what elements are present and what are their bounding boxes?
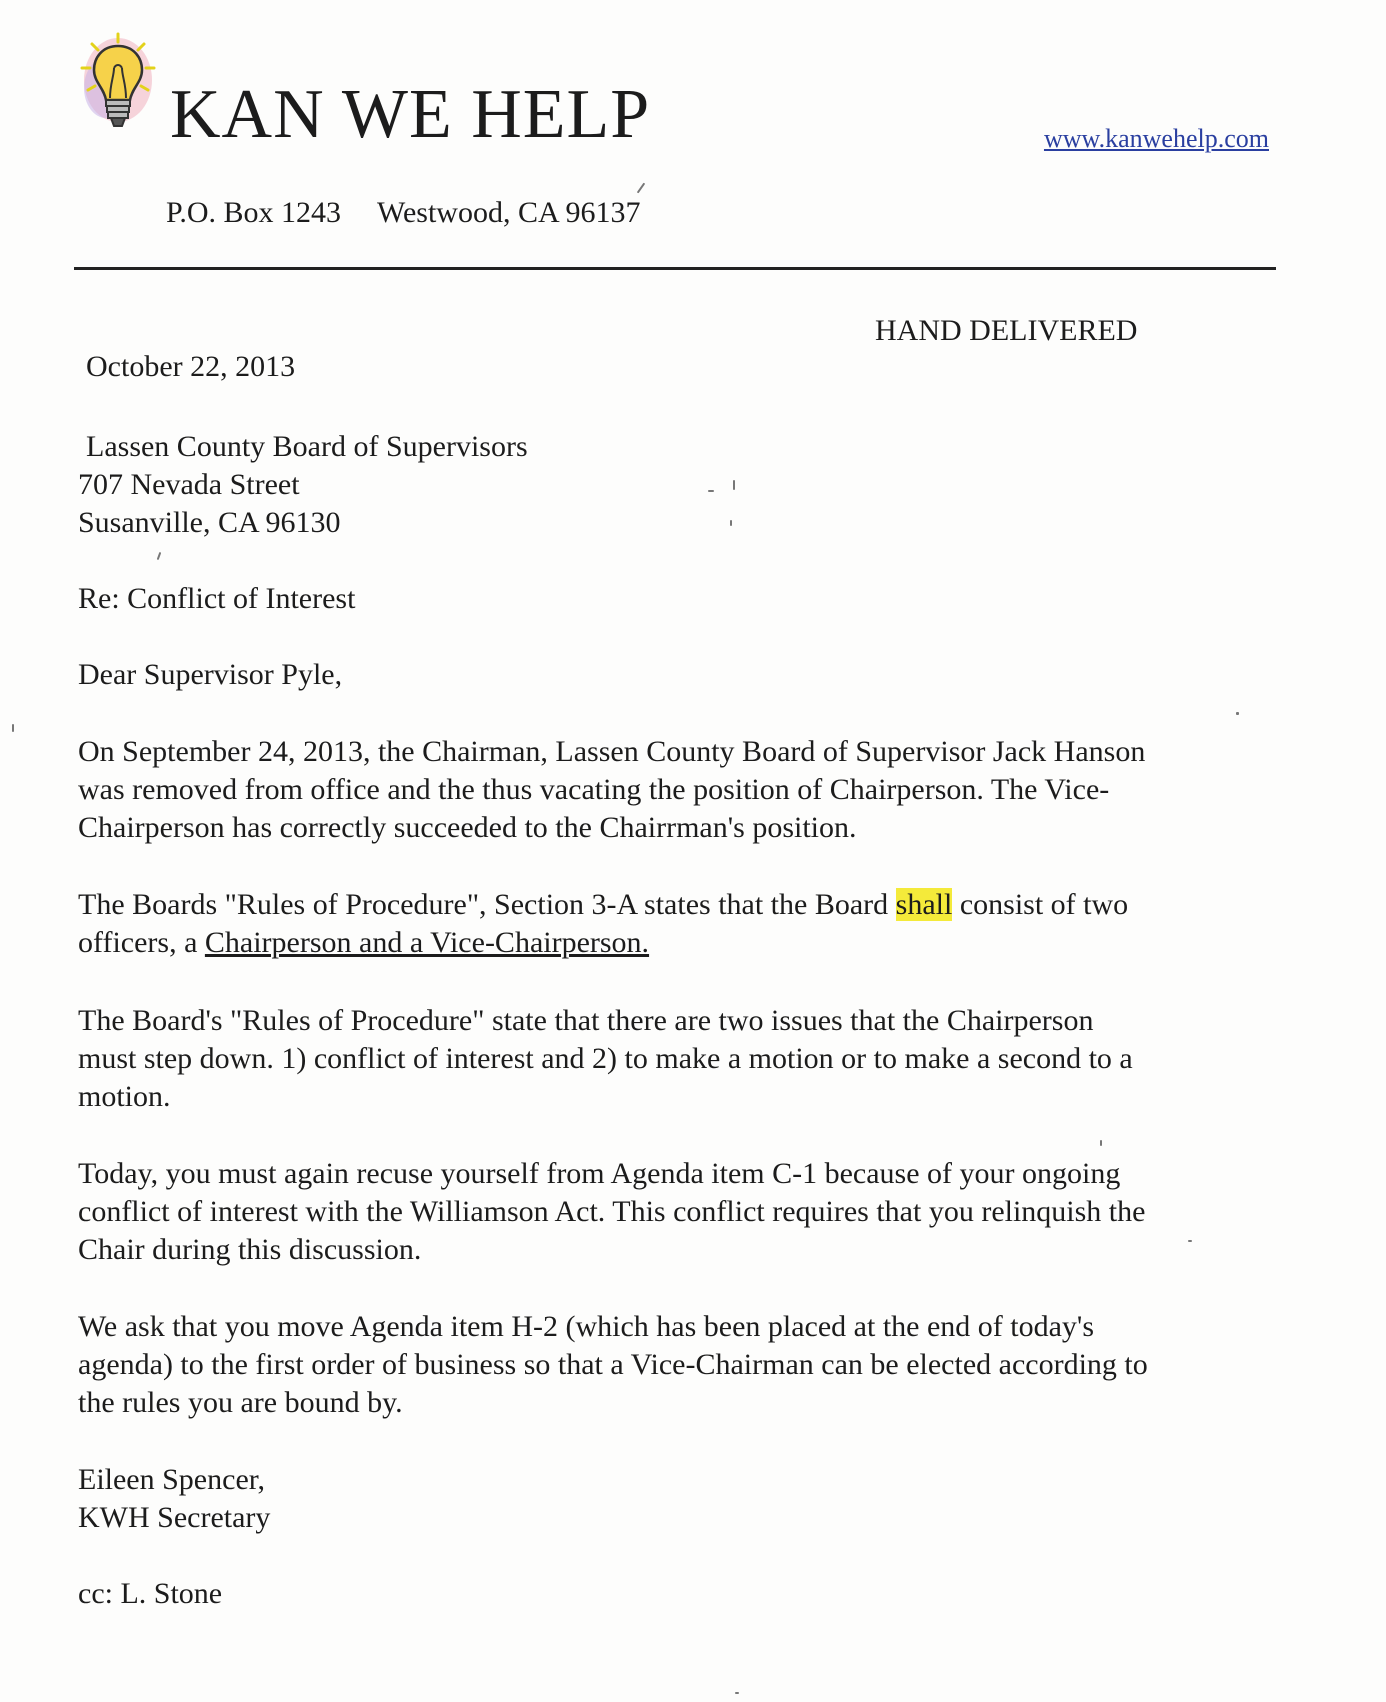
lightbulb-icon xyxy=(78,28,158,148)
scan-speck xyxy=(1236,712,1239,715)
paragraph-line: Today, you must again recuse yourself from Agenda item C-1 because of your ongoing xyxy=(78,1157,1121,1190)
letterhead-address xyxy=(166,196,640,230)
salutation xyxy=(78,656,1278,694)
scan-speck xyxy=(708,490,714,492)
paragraph-line: motion. xyxy=(78,1080,171,1113)
website-link[interactable]: www.kanwehelp.com xyxy=(1043,124,1269,153)
scan-speck xyxy=(1188,1240,1192,1242)
scan-speck xyxy=(730,520,732,526)
paragraph-line: The Board's "Rules of Procedure" state that there are two issues that the Chairperson xyxy=(78,1004,1094,1037)
underlined-phrase: Chairperson and a Vice-Chairperson. xyxy=(204,926,650,959)
scan-speck xyxy=(637,183,646,194)
recipient-name: Lassen County Board of Supervisors xyxy=(86,430,528,463)
paragraph-line: Chair during this discussion. xyxy=(78,1233,422,1266)
paragraph-line: was removed from office and the thus vacating the position of Chairperson. The Vice- xyxy=(78,773,1110,806)
scan-speck xyxy=(735,1692,739,1694)
city-line: Westwood, CA 96137 xyxy=(377,196,641,229)
paragraph-2 xyxy=(78,886,1278,962)
paragraph-3 xyxy=(78,1002,1278,1116)
hand-delivered-note: HAND DELIVERED xyxy=(875,314,1138,347)
subject-text: Re: Conflict of Interest xyxy=(78,582,356,615)
paragraph-line: must step down. 1) conflict of interest and 2) to make a motion or to make a second to a xyxy=(78,1042,1133,1075)
paragraph-5 xyxy=(78,1308,1278,1422)
paragraph-line xyxy=(78,924,1278,962)
signature-block xyxy=(78,1461,1278,1537)
paragraph-line: the rules you are bound by. xyxy=(78,1386,403,1419)
cc-text: cc: L. Stone xyxy=(78,1577,223,1610)
org-name: KAN WE HELP xyxy=(170,76,651,153)
paragraph-line: agenda) to the first order of business so that a Vice-Chairman can be elected according to xyxy=(78,1348,1148,1381)
scan-speck xyxy=(1100,1140,1102,1146)
paragraph-line: conflict of interest with the Williamson Act. This conflict requires that you relinquish the xyxy=(78,1195,1146,1228)
highlighted-word: shall xyxy=(895,888,953,921)
paragraph-line: We ask that you move Agenda item H-2 (which has been placed at the end of today's xyxy=(78,1310,1095,1343)
paragraph-1 xyxy=(78,733,1278,847)
text-run: The Boards "Rules of Procedure", Section 3-A states that the Board xyxy=(78,888,896,921)
scan-speck xyxy=(157,552,162,560)
paragraph-4 xyxy=(78,1155,1278,1269)
header-divider xyxy=(74,267,1276,270)
signer-title: KWH Secretary xyxy=(78,1501,271,1534)
paragraph-line xyxy=(78,886,1278,924)
text-run: officers, a xyxy=(78,926,205,959)
letter-date: October 22, 2013 xyxy=(86,350,296,383)
recipient-address xyxy=(78,428,528,542)
paragraph-line: Chairperson has correctly succeeded to the Chairrman's position. xyxy=(78,811,857,844)
paragraph-line: On September 24, 2013, the Chairman, Lassen County Board of Supervisor Jack Hanson xyxy=(78,735,1146,768)
recipient-street: 707 Nevada Street xyxy=(78,468,300,501)
subject-line xyxy=(78,580,1278,618)
scan-speck xyxy=(733,480,735,490)
po-box: P.O. Box 1243 xyxy=(166,196,342,229)
salutation-text: Dear Supervisor Pyle, xyxy=(78,658,343,691)
text-run: consist of two xyxy=(952,888,1129,921)
cc-line xyxy=(78,1575,1278,1613)
recipient-city: Susanville, CA 96130 xyxy=(78,506,341,539)
signer-name: Eileen Spencer, xyxy=(78,1463,266,1496)
scan-speck xyxy=(12,724,14,732)
